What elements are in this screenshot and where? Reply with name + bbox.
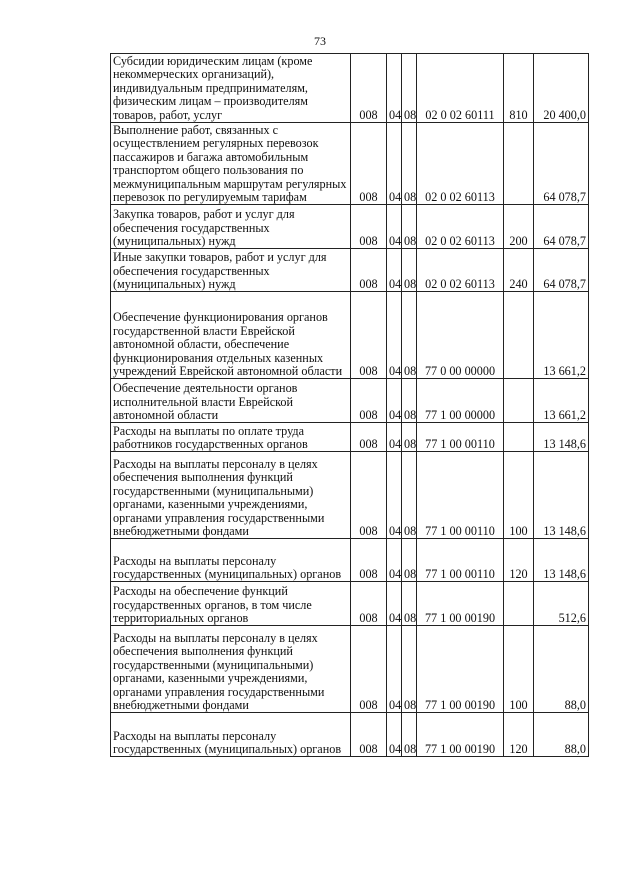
ministry-code-cell: 008 [351, 582, 387, 626]
section-code-cell: 04 [387, 423, 402, 452]
subsection-code-cell: 08 [402, 582, 417, 626]
target-article-cell: 02 0 02 60111 [417, 54, 504, 123]
target-article-cell: 02 0 02 60113 [417, 205, 504, 249]
expense-type-cell: 120 [504, 713, 534, 757]
row-name-cell: Выполнение работ, связанных с осуществлением регулярных перевозок пассажиров и багажа автомобильным транспортом общего пользования по межмуниципальным маршрутам регулярных перевозок по регулируемым тарифам [111, 123, 351, 205]
row-name-cell: Обеспечение функционирования органов государственной власти Еврейской автономной области, обеспечение функционирования отдельных казенных учреждений Еврейской автономной области [111, 292, 351, 379]
amount-cell: 13 148,6 [534, 423, 589, 452]
ministry-code-cell: 008 [351, 123, 387, 205]
target-article-cell: 02 0 02 60113 [417, 123, 504, 205]
table-row [111, 582, 589, 626]
ministry-code-cell: 008 [351, 205, 387, 249]
ministry-code-cell: 008 [351, 423, 387, 452]
section-code-cell: 04 [387, 452, 402, 539]
expense-type-cell [504, 292, 534, 379]
expense-type-cell: 200 [504, 205, 534, 249]
expense-type-cell: 120 [504, 539, 534, 582]
expense-type-cell: 100 [504, 452, 534, 539]
row-name-cell: Иные закупки товаров, работ и услуг для обеспечения государственных (муниципальных) нужд [111, 249, 351, 292]
budget-table [110, 53, 589, 757]
table-row [111, 713, 589, 757]
subsection-code-cell: 08 [402, 54, 417, 123]
table-row [111, 379, 589, 423]
row-name-cell: Закупка товаров, работ и услуг для обеспечения государственных (муниципальных) нужд [111, 205, 351, 249]
row-name-cell: Обеспечение деятельности органов исполнительной власти Еврейской автономной области [111, 379, 351, 423]
amount-cell: 64 078,7 [534, 123, 589, 205]
amount-cell: 512,6 [534, 582, 589, 626]
target-article-cell: 77 1 00 00110 [417, 539, 504, 582]
section-code-cell: 04 [387, 626, 402, 713]
subsection-code-cell: 08 [402, 452, 417, 539]
row-name-cell: Расходы на выплаты персоналу государственных (муниципальных) органов [111, 539, 351, 582]
amount-cell: 88,0 [534, 626, 589, 713]
row-name-cell: Расходы на обеспечение функций государственных органов, в том числе территориальных органов [111, 582, 351, 626]
section-code-cell: 04 [387, 54, 402, 123]
table-row [111, 452, 589, 539]
target-article-cell: 77 1 00 00190 [417, 582, 504, 626]
expense-type-cell: 100 [504, 626, 534, 713]
target-article-cell: 77 0 00 00000 [417, 292, 504, 379]
section-code-cell: 04 [387, 249, 402, 292]
ministry-code-cell: 008 [351, 539, 387, 582]
page-number: 73 [314, 34, 326, 48]
expense-type-cell: 810 [504, 54, 534, 123]
subsection-code-cell: 08 [402, 423, 417, 452]
ministry-code-cell: 008 [351, 713, 387, 757]
table-row [111, 292, 589, 379]
subsection-code-cell: 08 [402, 292, 417, 379]
table-row [111, 539, 589, 582]
amount-cell: 13 148,6 [534, 452, 589, 539]
amount-cell: 13 661,2 [534, 379, 589, 423]
subsection-code-cell: 08 [402, 249, 417, 292]
expense-type-cell [504, 123, 534, 205]
table-row [111, 626, 589, 713]
amount-cell: 64 078,7 [534, 249, 589, 292]
table-row [111, 423, 589, 452]
row-name-cell: Расходы на выплаты персоналу в целях обеспечения выполнения функций государственными (муниципальными) органами, казенными учреждениями, органами управления государственными внебюджетными фондами [111, 626, 351, 713]
target-article-cell: 77 1 00 00190 [417, 713, 504, 757]
ministry-code-cell: 008 [351, 626, 387, 713]
subsection-code-cell: 08 [402, 539, 417, 582]
section-code-cell: 04 [387, 379, 402, 423]
subsection-code-cell: 08 [402, 205, 417, 249]
section-code-cell: 04 [387, 713, 402, 757]
section-code-cell: 04 [387, 123, 402, 205]
expense-type-cell: 240 [504, 249, 534, 292]
expense-type-cell [504, 582, 534, 626]
section-code-cell: 04 [387, 292, 402, 379]
target-article-cell: 77 1 00 00110 [417, 423, 504, 452]
target-article-cell: 02 0 02 60113 [417, 249, 504, 292]
table-body [111, 54, 589, 757]
section-code-cell: 04 [387, 539, 402, 582]
expense-type-cell [504, 379, 534, 423]
amount-cell: 88,0 [534, 713, 589, 757]
row-name-cell: Расходы на выплаты персоналу государственных (муниципальных) органов [111, 713, 351, 757]
ministry-code-cell: 008 [351, 379, 387, 423]
amount-cell: 13 661,2 [534, 292, 589, 379]
subsection-code-cell: 08 [402, 379, 417, 423]
subsection-code-cell: 08 [402, 713, 417, 757]
table-row [111, 205, 589, 249]
amount-cell: 20 400,0 [534, 54, 589, 123]
ministry-code-cell: 008 [351, 54, 387, 123]
row-name-cell: Расходы на выплаты по оплате труда работников государственных органов [111, 423, 351, 452]
subsection-code-cell: 08 [402, 626, 417, 713]
ministry-code-cell: 008 [351, 292, 387, 379]
table-row [111, 54, 589, 123]
section-code-cell: 04 [387, 582, 402, 626]
row-name-cell: Расходы на выплаты персоналу в целях обеспечения выполнения функций государственными (муниципальными) органами, казенными учреждениями, органами управления государственными внебюджетными фондами [111, 452, 351, 539]
table-row [111, 249, 589, 292]
row-name-cell: Субсидии юридическим лицам (кроме некоммерческих организаций), индивидуальным предпринимателям, физическим лицам – производителям товаров, работ, услуг [111, 54, 351, 123]
section-code-cell: 04 [387, 205, 402, 249]
ministry-code-cell: 008 [351, 452, 387, 539]
target-article-cell: 77 1 00 00190 [417, 626, 504, 713]
table-row [111, 123, 589, 205]
ministry-code-cell: 008 [351, 249, 387, 292]
target-article-cell: 77 1 00 00110 [417, 452, 504, 539]
subsection-code-cell: 08 [402, 123, 417, 205]
target-article-cell: 77 1 00 00000 [417, 379, 504, 423]
amount-cell: 13 148,6 [534, 539, 589, 582]
expense-type-cell [504, 423, 534, 452]
amount-cell: 64 078,7 [534, 205, 589, 249]
